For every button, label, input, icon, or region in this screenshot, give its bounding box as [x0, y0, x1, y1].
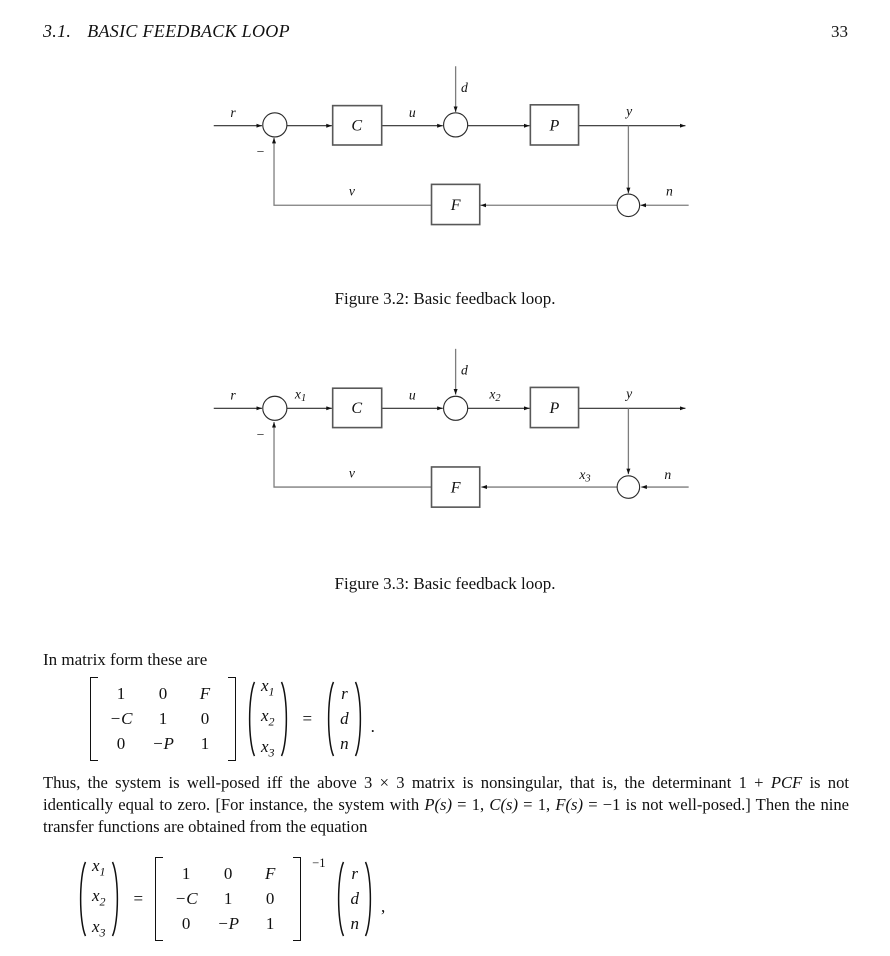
vector-cell: d: [340, 709, 349, 729]
vector-cell: $x_1$: [261, 676, 275, 699]
text-segment: = 1,: [517, 794, 556, 814]
summing-junction-3: [617, 476, 640, 499]
math-segment: P(s): [424, 794, 452, 814]
signal-u: u: [408, 387, 416, 403]
vector-cell: $x_3$: [92, 916, 106, 940]
signal-v: v: [348, 183, 355, 199]
vector-cell: $x_2$: [92, 886, 106, 909]
system-matrix: [90, 677, 236, 761]
right-paren: [354, 679, 365, 759]
signal-r: r: [230, 387, 236, 403]
minus-sign: −: [255, 144, 265, 160]
matrix-equation-2: [76, 856, 385, 942]
sensor-label: F: [450, 197, 461, 215]
sensor-label: F: [450, 479, 461, 497]
input-vector: [334, 859, 375, 939]
matrix-cell: F: [264, 864, 276, 884]
page-number: 33: [831, 22, 848, 41]
matrix-cell: 0: [181, 914, 191, 934]
signal-y: y: [626, 385, 633, 401]
signal-v: v: [348, 465, 355, 481]
intro-line: In matrix form these are: [43, 650, 208, 669]
left-paren: [245, 679, 256, 759]
signal-y: y: [626, 103, 633, 119]
vector-cell: $x_2$: [261, 706, 275, 729]
text-segment: Thus, the system is well-posed iff the above 3 × 3 matrix is nonsingular, that is, the determinant 1 +: [43, 773, 771, 792]
summing-junction-3: [617, 194, 640, 217]
left-paren: [76, 859, 87, 939]
matrix-cell: −P: [217, 914, 240, 934]
signal-n: n: [664, 467, 672, 483]
summing-junction-2: [444, 396, 468, 420]
matrix-inverse-exponent: −1: [312, 856, 326, 870]
matrix-cell: −C: [174, 889, 198, 909]
figure-3-3-caption: Figure 3.3: Basic feedback loop.: [334, 574, 556, 593]
signal-x3: x3: [579, 467, 591, 485]
section-title: BASIC FEEDBACK LOOP: [87, 21, 290, 41]
right-paren: [364, 859, 375, 939]
matrix-entries: [163, 857, 293, 941]
body-paragraph: [43, 772, 849, 837]
math-segment: C(s): [489, 794, 518, 814]
vector-entries: [345, 864, 364, 934]
page-header: [43, 21, 848, 42]
equals-sign: =: [302, 709, 313, 729]
system-matrix: [155, 857, 301, 941]
state-vector: [76, 856, 122, 942]
vector-cell: $x_3$: [261, 736, 275, 760]
text-segment: = 1,: [451, 794, 490, 814]
text-segment: = −1 is not well-posed.] Then the nine transfer functions are obtained from the equation: [43, 794, 850, 836]
plant-label: P: [549, 117, 560, 135]
summing-junction-2: [444, 113, 468, 137]
controller-label: C: [351, 400, 363, 418]
vector-entries: [87, 856, 111, 942]
vector-cell: n: [350, 914, 359, 934]
vector-cell: r: [351, 864, 359, 884]
summing-junction-1: [263, 113, 287, 137]
controller-label: C: [351, 117, 363, 135]
section-number: 3.1.: [43, 21, 72, 41]
figure-3-2-caption: Figure 3.2: Basic feedback loop.: [334, 289, 556, 308]
vector-cell: n: [340, 734, 349, 754]
vector-entries: [335, 684, 354, 754]
signal-x2: x2: [489, 386, 501, 405]
vector-cell: d: [350, 889, 359, 909]
matrix-cell: 0: [265, 889, 275, 909]
matrix-cell: −C: [109, 709, 133, 729]
left-paren: [324, 679, 335, 759]
vector-cell: r: [341, 684, 348, 704]
matrix-entries: [98, 677, 228, 761]
matrix-cell: 1: [116, 684, 126, 704]
equation-punctuation: .: [370, 717, 375, 737]
right-bracket: [228, 677, 236, 761]
signal-d: d: [461, 79, 468, 95]
vector-entries: [256, 676, 280, 762]
matrix-cell: 1: [223, 889, 233, 909]
text-segment: is not identically equal to zero. [For instance, the system with: [43, 773, 849, 814]
state-vector: [245, 676, 291, 762]
matrix-cell: 0: [158, 684, 168, 704]
section-heading: [43, 21, 290, 42]
left-bracket: [155, 857, 163, 941]
figure-3-2-diagram: [140, 55, 760, 280]
left-paren: [334, 859, 345, 939]
input-vector: [324, 679, 365, 759]
matrix-cell: 0: [200, 709, 210, 729]
signal-x1: x1: [294, 386, 307, 405]
matrix-cell: 1: [265, 914, 275, 934]
right-paren: [280, 679, 291, 759]
matrix-cell: F: [199, 684, 211, 704]
right-bracket: [293, 857, 301, 941]
matrix-cell: 0: [223, 864, 233, 884]
equals-sign: =: [133, 889, 144, 909]
figure-3-3-diagram: [140, 340, 760, 565]
vector-cell: $x_1$: [92, 856, 106, 879]
signal-d: d: [461, 362, 468, 378]
matrix-cell: 1: [158, 709, 168, 729]
plant-label: P: [549, 400, 560, 418]
left-bracket: [90, 677, 98, 761]
summing-junction-1: [263, 396, 287, 420]
minus-sign: −: [255, 426, 265, 442]
signal-n: n: [665, 183, 673, 199]
math-segment: F(s): [555, 794, 584, 814]
matrix-cell: 0: [116, 734, 126, 754]
math-segment: PCF: [770, 773, 803, 792]
matrix-cell: 1: [200, 734, 210, 754]
right-paren: [111, 859, 122, 939]
signal-r: r: [230, 104, 236, 120]
matrix-cell: 1: [181, 864, 191, 884]
matrix-equation-1: [90, 676, 375, 762]
equation-punctuation: ,: [380, 897, 386, 917]
signal-u: u: [408, 104, 416, 120]
matrix-cell: −P: [152, 734, 174, 754]
